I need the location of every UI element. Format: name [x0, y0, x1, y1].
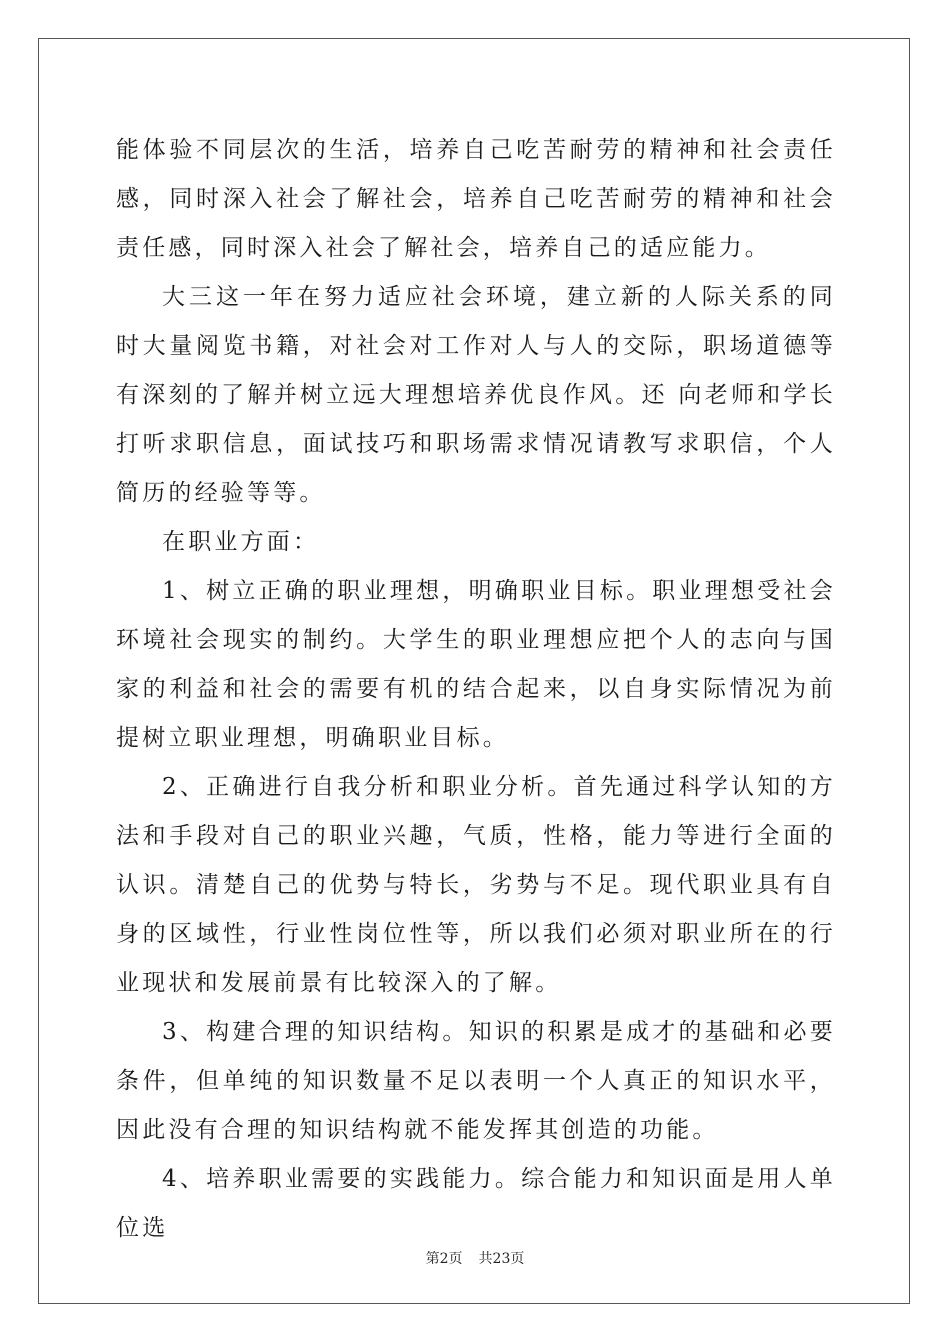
paragraph-5: 2、正确进行自我分析和职业分析。首先通过科学认知的方法和手段对自己的职业兴趣，气质，性格，能力等进行全面的认识。清楚自己的优势与特长，劣势与不足。现代职业具有自身的区域性，行业性岗位性等，所以我们必须对职业所在的行业现状和发展前景有比较深入的了解。 — [116, 774, 836, 996]
paragraph-3: 在职业方面： — [162, 529, 320, 555]
paragraph-7: 4、培养职业需要的实践能力。综合能力和知识面是用人单位选 — [116, 1166, 836, 1241]
paragraph-6: 3、构建合理的知识结构。知识的积累是成才的基础和必要条件，但单纯的知识数量不足以表明一个人真正的知识水平，因此没有合理的知识结构就不能发挥其创造的功能。 — [116, 1019, 836, 1143]
paragraph-1: 能体验不同层次的生活，培养自己吃苦耐劳的精神和社会责任感，同时深入社会了解社会，培养自己吃苦耐劳的精神和社会责任感，同时深入社会了解社会，培养自己的适应能力。 — [116, 137, 836, 261]
current-page-number: 第2页 — [425, 1251, 463, 1267]
paragraph-2: 大三这一年在努力适应社会环境，建立新的人际关系的同时大量阅览书籍，对社会对工作对人与人的交际，职场道德等有深刻的了解并树立远大理想培养优良作风。还 向老师和学长打听求职信息，面试技巧和职场需求情况请教写求职信，个人简历的经验等等。 — [116, 284, 836, 506]
total-page-count: 共23页 — [478, 1251, 525, 1267]
page-footer — [0, 1248, 950, 1268]
paragraph-4: 1、树立正确的职业理想，明确职业目标。职业理想受社会环境社会现实的制约。大学生的职业理想应把个人的志向与国家的利益和社会的需要有机的结合起来，以自身实际情况为前提树立职业理想，明确职业目标。 — [116, 578, 836, 751]
document-body — [116, 126, 836, 1253]
